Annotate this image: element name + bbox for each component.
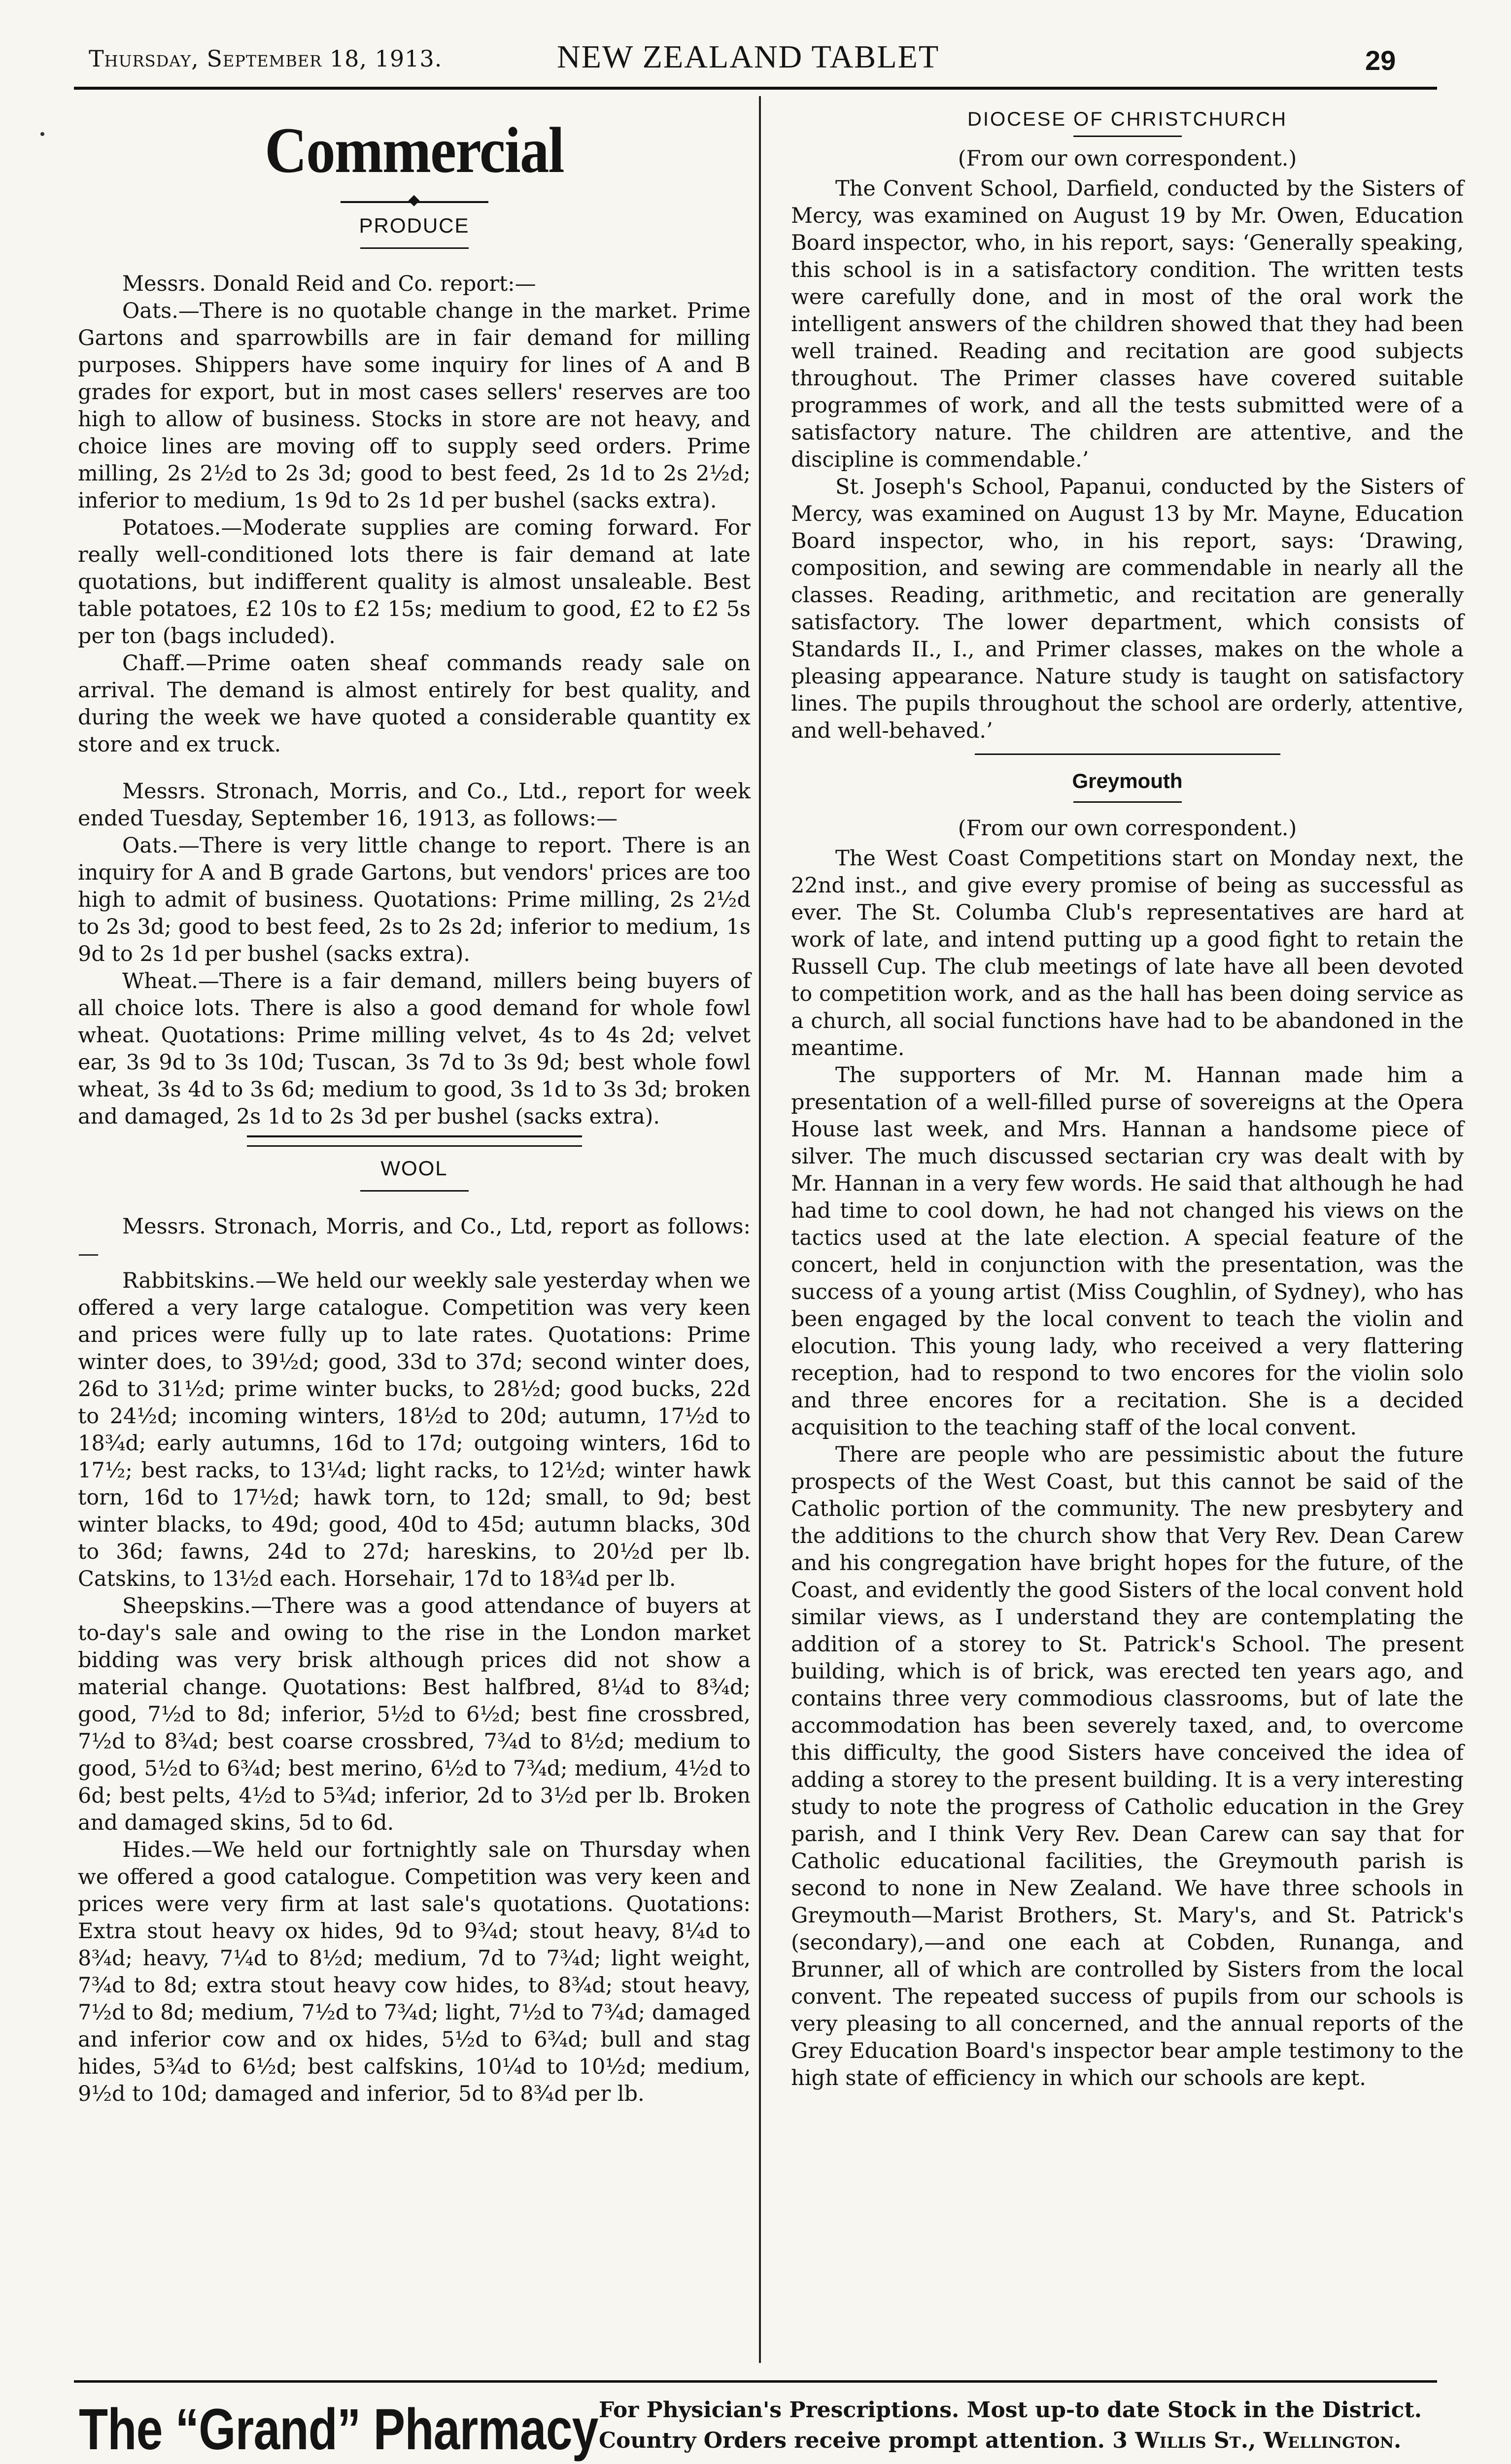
greymouth-correspondent: (From our own correspondent.) <box>958 816 1297 841</box>
advert-line-2: Country Orders receive prompt attention. 3 Willis St., Wellington. <box>599 2428 1402 2453</box>
section-rule <box>975 753 1280 755</box>
west-coast-report: There are people who are pessimistic about the future prospects of the West Coast, but this cannot be said of the Catholic portion of the community. The new presbytery and the additions to the church show that Very Rev. Dean Carew and his congregation have bright hopes for the future, of the Coast, and evidently the good Sisters of the local convent hold similar views, as I understand they are contemplating the addition of a storey to St. Patrick's School. The present building, which is of brick, was erected ten years ago, and contains three very commodious classrooms, but of late the accommodation has been severely taxed, and, to overcome this difficulty, the good Sisters have conceived the idea of adding a storey to the present building. It is a very interesting study to note the progress of Catholic education in the Grey parish, and I think Very Rev. Dean Carew can say that for Catholic educational facilities, the Greymouth parish is second to none in New Zealand. We have three schools in Greymouth—Marist Brothers, St. Mary's, and St. Patrick's (secondary),—and one each at Cobden, Runanga, and Brunner, all of which are controlled by Sisters from the local convent. The repeated success of pupils from our schools is very pleasing to all concerned, and the annual reports of the Grey Education Board's inspector bear ample testimony to the high state of efficiency in which our schools are kept. <box>791 1442 1464 2090</box>
footer-rule <box>74 2380 1437 2383</box>
page-number: 29 <box>1365 45 1396 76</box>
produce-heading: PRODUCE <box>359 214 470 237</box>
right-column <box>791 99 1464 2092</box>
wool-intro: Messrs. Stronach, Morris, and Co., Ltd, report as follows:— <box>78 1214 751 1266</box>
reid-chaff: Chaff.—Prime oaten sheaf commands ready sale on arrival. The demand is almost entirely for best quality, and during the week we have quoted a considerable quantity ex store and ex truck. <box>78 651 751 757</box>
reid-potatoes: Potatoes.—Moderate supplies are coming forward. For really well-conditioned lots there is fair demand at late quotations, but indifferent quality is almost unsaleable. Best table potatoes, £2 10s to £2 15s; medium to good, £2 to £2 5s per ton (bags included). <box>78 515 751 649</box>
issue-date: Thursday, September 18, 1913. <box>89 45 443 72</box>
stronach-intro: Messrs. Stronach, Morris, and Co., Ltd., report for week ended Tuesday, September 16, 1913, as follows:— <box>78 779 751 831</box>
ornament-divider <box>341 201 488 203</box>
hides-report: Hides.—We held our fortnightly sale on Thursday when we offered a good catalogue. Competition was very keen and prices were very firm at last sale's quotations. Quotations: Extra stout heavy ox hides, 9d to 9¾d; stout heavy, 8¼d to 8¾d; heavy, 7¼d to 8½d; medium, 7d to 7¾d; light weight, 7¾d to 8d; extra stout heavy cow hides, to 8¾d; stout heavy, 7½d to 8d; medium, 7½d to 7¾d; light, 7½d to 7¾d; damaged and inferior cow and ox hides, 5½d to 6¾d; bull and stag hides, 5¾d to 6½d; best calfskins, 10¼d to 10½d; medium, 9½d to 10d; damaged and inferior, 5d to 8¾d per lb. <box>78 1838 751 2106</box>
publication-title: NEW ZEALAND TABLET <box>557 39 940 75</box>
divider <box>360 1190 469 1192</box>
darfield-report: The Convent School, Darfield, conducted by the Sisters of Mercy, was examined on August 19 by Mr. Owen, Education Board inspector, who, in his report, says: ‘Generally speaking, this school is in a satisfactory condition. The written tests were carefully done, and in most of the oral work the intelligent answers of the children showed that they had been well trained. Reading and recitation are good subjects throughout. The Primer classes have covered suitable programmes of work, and all the tests submitted were of a satisfactory nature. The children are attentive, and the discipline is commendable.’ <box>791 176 1464 472</box>
stronach-oats: Oats.—There is very little change to report. There is an inquiry for A and B grade Gartons, but vendors' prices are too high to admit of business. Quotations: Prime milling, 2s 2½d to 2s 3d; good to best feed, 2s to 2s 2d; inferior to medium, 1s 9d to 2s 1d per bushel (sacks extra). <box>78 833 751 966</box>
papanui-report: St. Joseph's School, Papanui, conducted by the Sisters of Mercy, was examined on August 13 by Mr. Mayne, Education Board inspector, who, in his report, says: ‘Drawing, composition, and sewing are commendable in nearly all the classes. Reading, arithmetic, and recitation are generally satisfactory. The lower department, which consists of Standards II., I., and Primer classes, makes on the whole a pleasing appearance. Nature study is taught on satisfactory lines. The pupils throughout the school are orderly, attentive, and well-behaved.’ <box>791 475 1464 743</box>
double-rule <box>247 1135 582 1147</box>
header-rule <box>74 87 1437 90</box>
left-column <box>78 99 751 2108</box>
section-masthead: Commercial <box>265 114 564 186</box>
advert-text <box>599 2395 1437 2456</box>
advert-pharmacy-name: The “Grand” Pharmacy <box>79 2397 598 2462</box>
divider <box>360 247 469 249</box>
rabbitskins-report: Rabbitskins.—We held our weekly sale yesterday when we offered a very large catalogue. Competition was very keen and prices were fully up to late rates. Quotations: Prime winter does, to 39½d; good, 33d to 37d; second winter does, 26d to 31½d; prime winter bucks, to 28½d; good bucks, 22d to 24½d; incoming winters, 18½d to 20d; autumn, 17½d to 18¾d; early autumns, 16d to 17d; outgoing winters, 16d to 17½; best racks, to 13¼d; light racks, to 12½d; winter hawk torn, 16d to 17½d; hawk torn, to 12d; small, to 9d; best winter blacks, to 49d; good, 40d to 45d; autumn blacks, 30d to 36d; fawns, 24d to 27d; hareskins, to 20½d per lb. Catskins, to 13½d each. Horsehair, 17d to 18¾d per lb. <box>78 1268 751 1591</box>
advert-line-1: For Physician's Prescriptions. Most up-to date Stock in the District. <box>599 2397 1422 2423</box>
column-rule <box>759 96 761 2363</box>
christchurch-heading: DIOCESE OF CHRISTCHURCH <box>967 108 1288 130</box>
competitions-report: The West Coast Competitions start on Monday next, the 22nd inst., and give every promise of being as successful as ever. The St. Columba Club's representatives are hard at work of late, and intend putting up a good fight to retain the Russell Cup. The club meetings of late have all been devoted to competition work, and as the hall has been doing service as a church, all social functions have had to be abandoned in the meantime. <box>791 846 1464 1061</box>
hannan-report: The supporters of Mr. M. Hannan made him a presentation of a well-filled purse of sovereigns at the Opera House last week, and Mrs. Hannan a handsome piece of silver. The much discussed sectarian cry was dealt with by Mr. Hannan in a very few words. He said that although he had had time to cool down, he had not changed his views on the tactics used at the late election. A special feature of the concert, held in conjunction with the presentation, was the success of a young artist (Miss Coughlin, of Sydney), who has been engaged by the local convent to teach the violin and elocution. This young lady, who received a very flattering reception, had to respond to two encores for the violin solo and three encores for a recitation. She is a decided acquisition to the teaching staff of the local convent. <box>791 1063 1464 1440</box>
advert-address: Willis St., Wellington. <box>1135 2428 1402 2453</box>
ink-speck <box>40 132 44 136</box>
reid-intro: Messrs. Donald Reid and Co. report:— <box>122 272 536 296</box>
sheepskins-report: Sheepskins.—There was a good attendance of buyers at to-day's sale and owing to the rise in the London market bidding was very brisk although prices did not show a material change. Quotations: Best halfbred, 8¼d to 8¾d; good, 7½d to 8d; inferior, 5½d to 6½d; best fine crossbred, 7½d to 8¾d; best coarse crossbred, 7¾d to 8½d; medium to good, 5½d to 6¾d; best merino, 6½d to 7¾d; medium, 4½d to 6d; best pelts, 4½d to 5¾d; inferior, 2d to 3½d per lb. Broken and damaged skins, 5d to 6d. <box>78 1594 751 1835</box>
divider <box>1073 136 1182 137</box>
reid-oats: Oats.—There is no quotable change in the market. Prime Gartons and sparrowbills are in fair demand for milling purposes. Shippers have some inquiry for lines of A and B grades for export, but in most cases sellers' reserves are too high to allow of business. Stocks in store are not heavy, and choice lines are moving off to supply seed orders. Prime milling, 2s 2½d to 2s 3d; good to best feed, 2s 1d to 2s 2½d; inferior to medium, 1s 9d to 2s 1d per bushel (sacks extra). <box>78 299 751 513</box>
greymouth-heading: Greymouth <box>1072 769 1183 792</box>
christchurch-correspondent: (From our own correspondent.) <box>958 146 1297 171</box>
stronach-wheat: Wheat.—There is a fair demand, millers being buyers of all choice lots. There is also a good demand for whole fowl wheat. Quotations: Prime milling velvet, 4s to 4s 2d; velvet ear, 3s 9d to 3s 10d; Tuscan, 3s 7d to 3s 9d; best whole fowl wheat, 3s 4d to 3s 6d; medium to good, 3s 1d to 3s 3d; broken and damaged, 2s 1d to 2s 3d per bushel (sacks extra). <box>78 969 751 1129</box>
wool-heading: WOOL <box>380 1157 448 1180</box>
divider <box>1073 801 1182 803</box>
